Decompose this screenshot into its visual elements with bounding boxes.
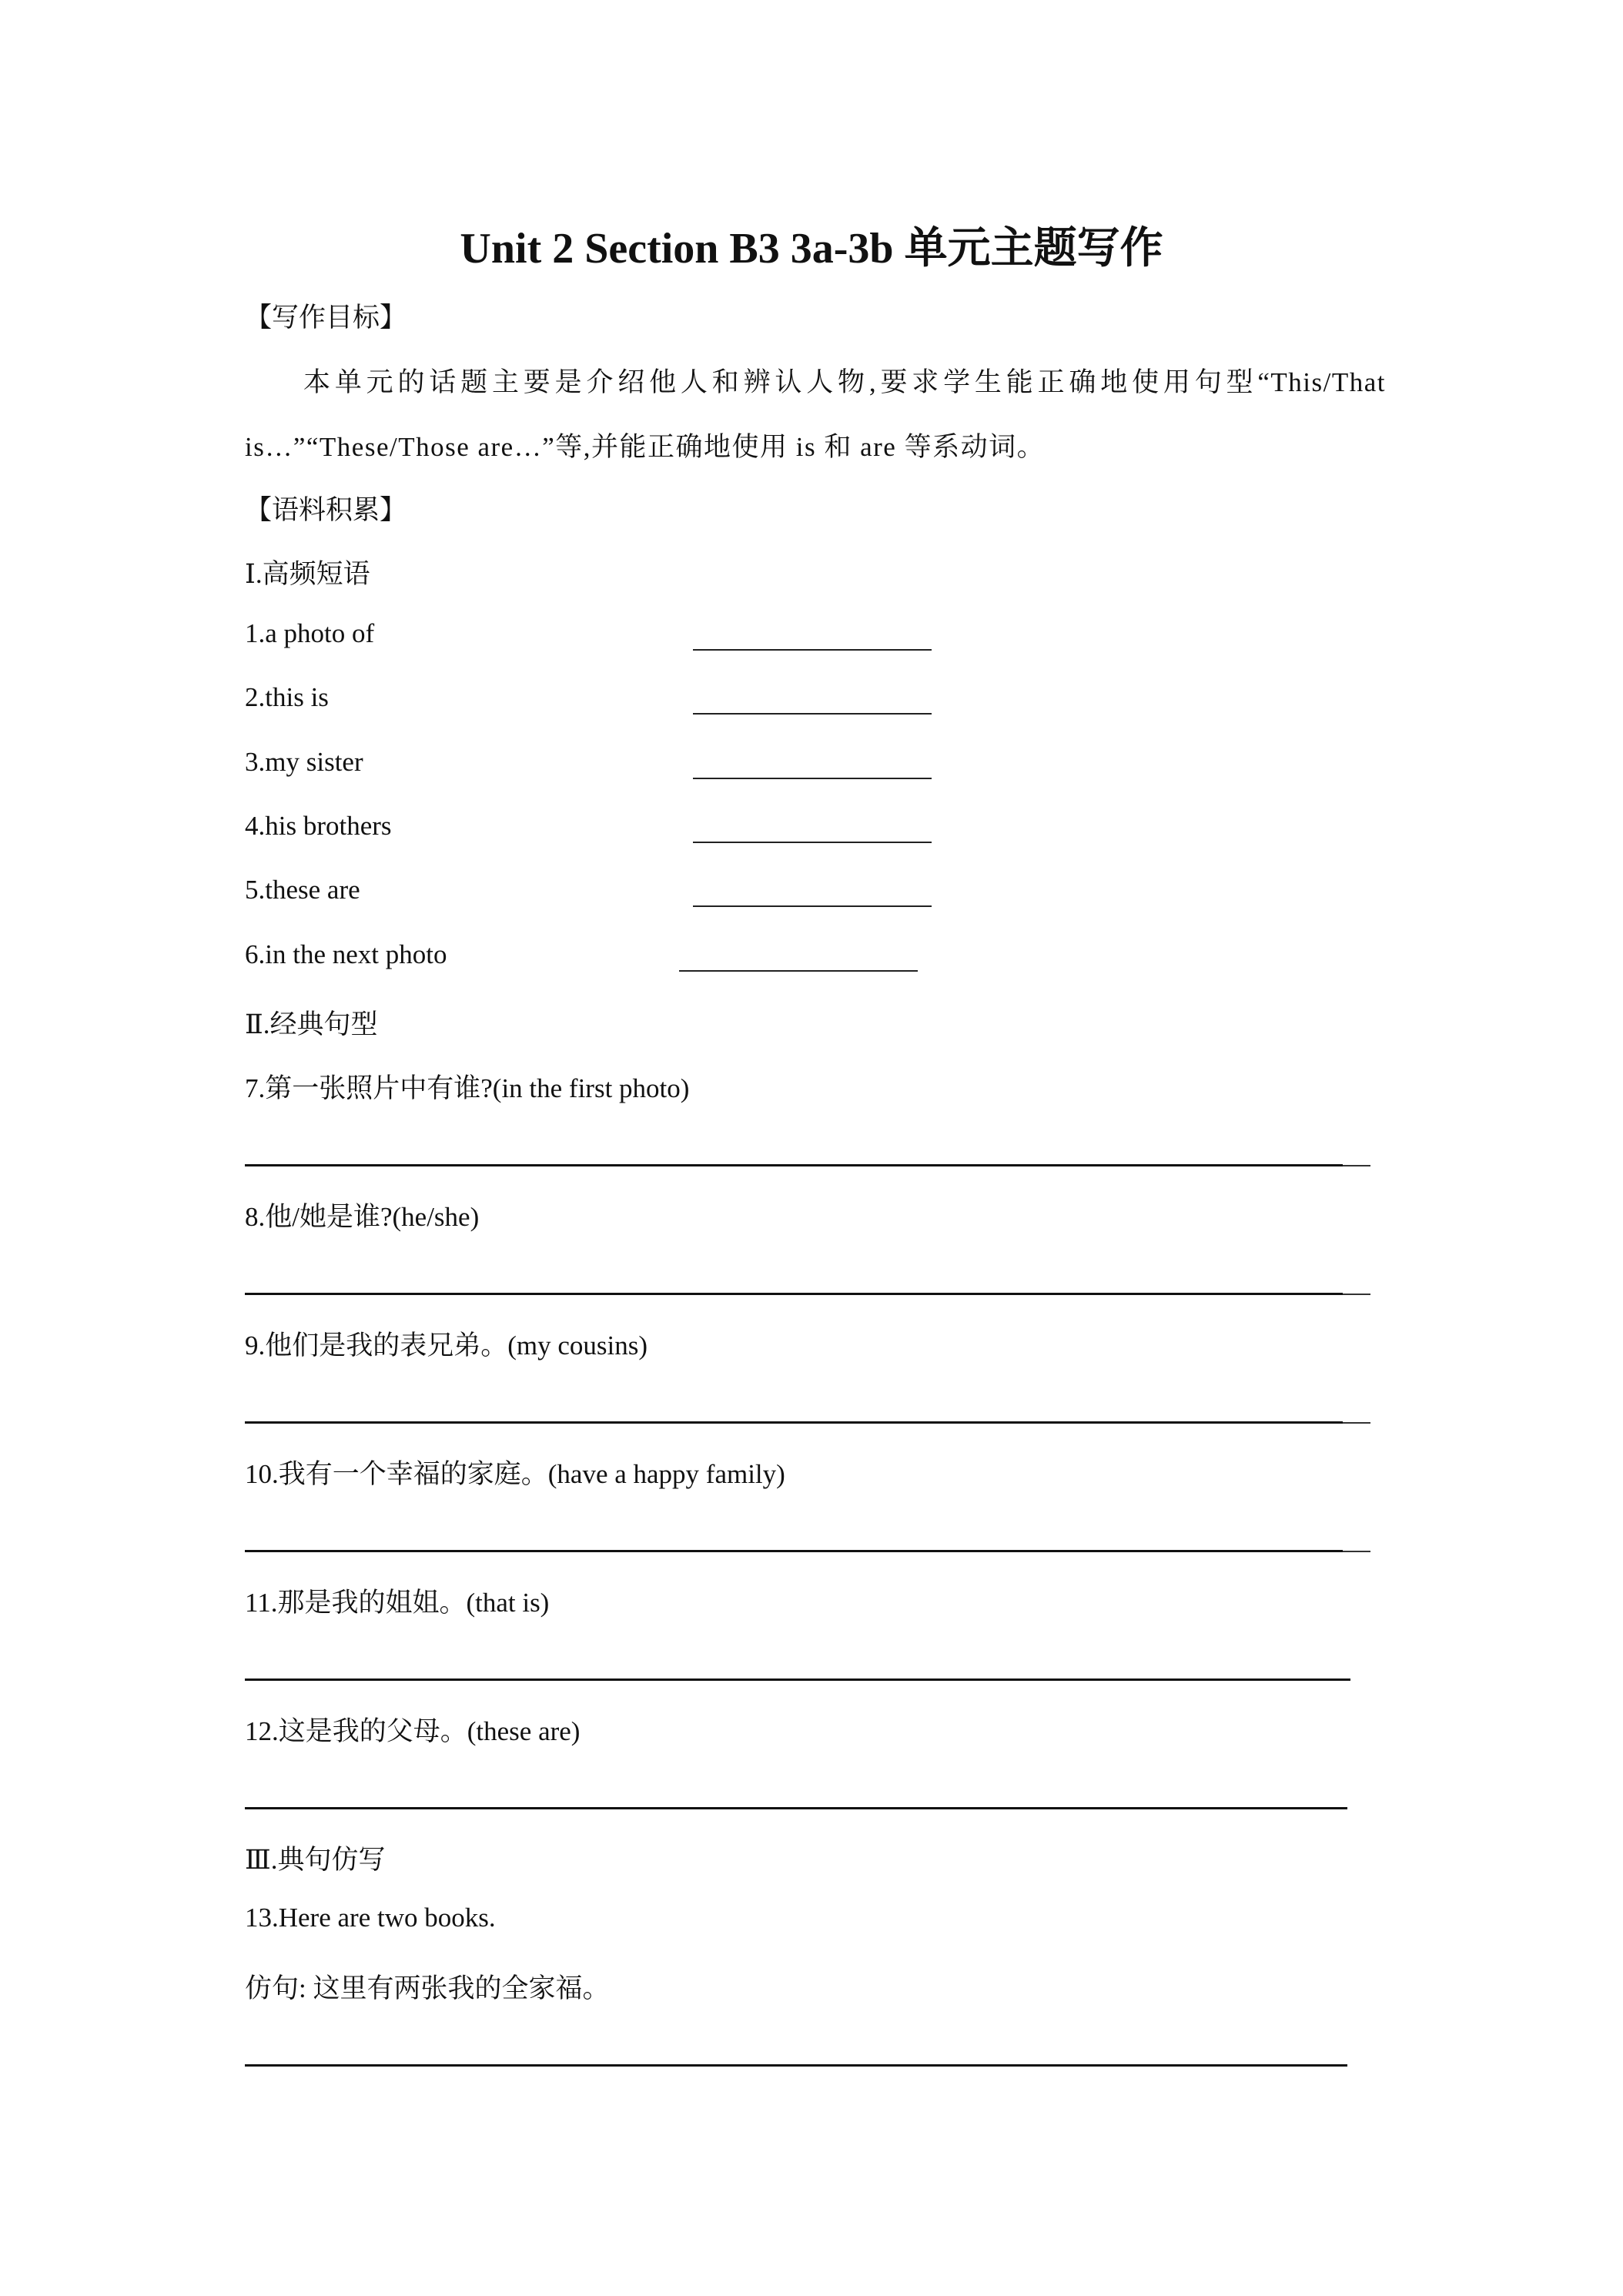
sentence-prompt: 10.我有一个幸福的家庭。(have a happy family) xyxy=(245,1459,785,1489)
answer-line-tail xyxy=(1343,1294,1370,1295)
high-frequency-phrases-heading: Ⅰ.高频短语 xyxy=(245,559,370,589)
phrase-answer-blank[interactable] xyxy=(693,649,932,651)
phrase-item: 4.his brothers xyxy=(245,811,392,841)
phrase-item: 6.in the next photo xyxy=(245,939,447,969)
imitation-answer-line[interactable] xyxy=(245,2064,1347,2067)
sentence-prompt: 12.这是我的父母。(these are) xyxy=(245,1716,581,1746)
sentence-prompt: 8.他/她是谁?(he/she) xyxy=(245,1202,480,1232)
sentence-prompt: 7.第一张照片中有谁?(in the first photo) xyxy=(245,1073,690,1103)
sentence-prompt: 9.他们是我的表兄弟。(my cousins) xyxy=(245,1330,648,1361)
phrase-answer-blank[interactable] xyxy=(693,778,932,779)
sentence-answer-line[interactable] xyxy=(245,1807,1347,1809)
sentence-answer-line[interactable] xyxy=(245,1550,1343,1552)
phrase-answer-blank[interactable] xyxy=(693,842,932,843)
writing-goal-text: 本单元的话题主要是介绍他人和辨认人物,要求学生能正确地使用句型“This/That is…”“These/Those are…”等,并能正确地使用 is 和 are 等系动词。 xyxy=(245,367,1386,462)
phrase-item: 3.my sister xyxy=(245,747,363,777)
imitation-prompt: 仿句: 这里有两张我的全家福。 xyxy=(245,1973,610,2003)
phrase-item: 2.this is xyxy=(245,682,329,712)
answer-line-tail xyxy=(1343,1165,1370,1166)
answer-line-tail xyxy=(1343,1422,1370,1424)
phrase-answer-blank[interactable] xyxy=(679,970,918,972)
phrase-item: 5.these are xyxy=(245,875,360,905)
sentence-answer-line[interactable] xyxy=(245,1678,1350,1681)
page-title: Unit 2 Section B3 3a-3b 单元主题写作 xyxy=(460,225,1163,273)
sentence-answer-line[interactable] xyxy=(245,1421,1343,1424)
phrase-answer-blank[interactable] xyxy=(693,905,932,907)
sentence-answer-line[interactable] xyxy=(245,1293,1343,1295)
answer-line-tail xyxy=(1343,1551,1370,1552)
writing-goal-heading: 【写作目标】 xyxy=(245,303,407,333)
sentence-prompt: 11.那是我的姐姐。(that is) xyxy=(245,1588,550,1618)
sentence-answer-line[interactable] xyxy=(245,1164,1343,1166)
phrase-answer-blank[interactable] xyxy=(693,713,932,715)
imitation-example: 13.Here are two books. xyxy=(245,1903,496,1933)
corpus-heading: 【语料积累】 xyxy=(245,495,407,525)
classic-sentences-heading: Ⅱ.经典句型 xyxy=(245,1009,378,1039)
phrase-item: 1.a photo of xyxy=(245,618,375,648)
imitation-heading: Ⅲ.典句仿写 xyxy=(245,1845,386,1875)
